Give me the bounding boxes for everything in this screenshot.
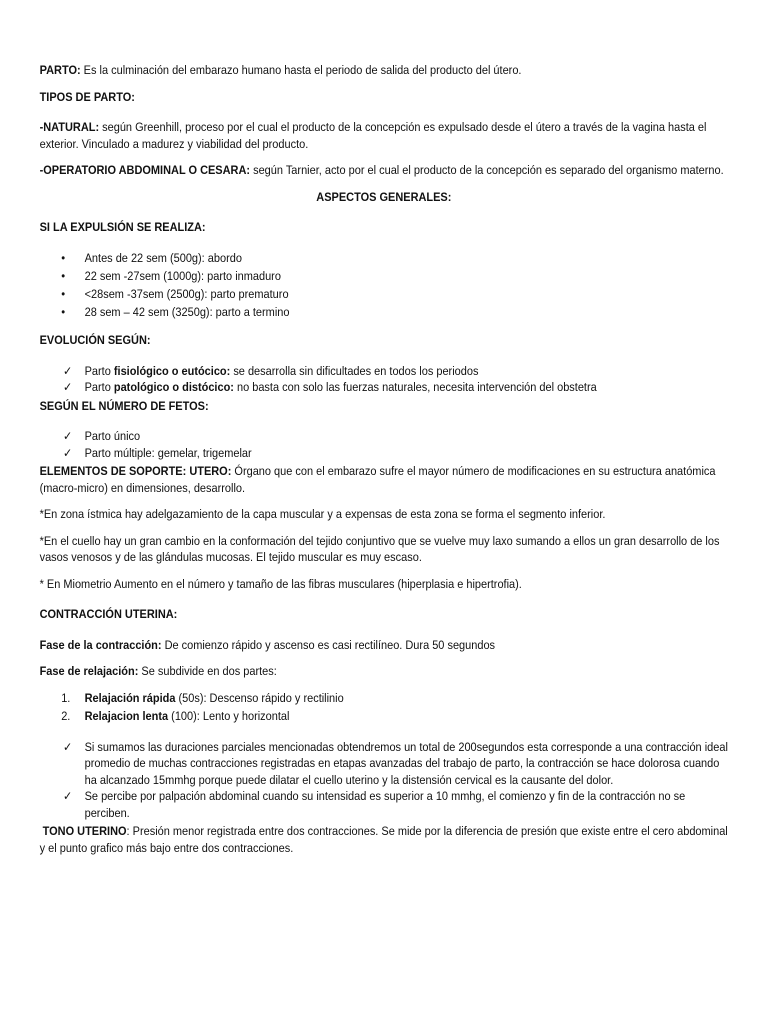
bullet-icon: •: [61, 250, 66, 265]
fetos-list: [40, 428, 729, 461]
checkmark-icon: ✓: [63, 363, 73, 378]
natural-text: según Greenhill, proceso por el cual el producto de la concepción es expulsado desde el útero a través de la vagina hasta el exterior. Vinculado a madurez y viabilidad del producto.: [39, 120, 707, 151]
tono-paragraph: [40, 823, 729, 856]
natural-definition: [40, 119, 729, 152]
parto-definition: [40, 62, 729, 79]
soporte-label: ELEMENTOS DE SOPORTE: UTERO:: [39, 464, 232, 478]
fase-contraccion-label: Fase de la contracción:: [39, 637, 162, 652]
note-cuello: *En el cuello hay un gran cambio en la conformación del tejido conjuntivo que se vuelve muy laxo sumando a ellos un gran desarrollo de los vasos venosos y de las glándulas mucosas. El tejido muscular es muy escaso.: [39, 533, 720, 564]
parto-label: PARTO:: [39, 63, 81, 77]
list-item-text: se desarrolla sin dificultades en todos los periodos: [230, 363, 479, 378]
checkmark-icon: ✓: [63, 429, 73, 443]
list-item: [40, 304, 729, 321]
checkmark-icon: ✓: [63, 380, 73, 394]
list-item: [40, 286, 729, 303]
checkmark-icon: ✓: [63, 739, 73, 754]
tono-label: TONO UTERINO: [42, 824, 127, 838]
list-item: [40, 445, 729, 462]
list-item: [40, 690, 729, 707]
fase-contraccion-text: De comienzo rápido y ascenso es casi rectilíneo. Dura 50 segundos: [161, 637, 496, 652]
note-miometrio: * En Miometrio Aumento en el número y tamaño de las fibras musculares (hiperplasia e hipertrofia).: [39, 576, 522, 591]
list-item: [40, 708, 729, 725]
list-item: [40, 363, 729, 380]
fase-relajacion-label: Fase de relajación:: [39, 664, 139, 678]
tipos-heading: TIPOS DE PARTO:: [39, 89, 135, 104]
suma-list: [40, 739, 729, 822]
list-item: [40, 428, 729, 445]
list-item-bold: Relajación rápida: [84, 690, 176, 705]
list-number: 1.: [61, 690, 71, 705]
list-item: [40, 788, 729, 821]
contraccion-heading: CONTRACCIÓN UTERINA:: [39, 607, 178, 621]
list-item-text: 22 sem -27sem (1000g): parto inmaduro: [84, 268, 281, 283]
list-item-text: Parto único: [84, 429, 141, 443]
list-item-text: <28sem -37sem (2500g): parto prematuro: [84, 286, 289, 301]
note-istmica: *En zona ístmica hay adelgazamiento de la capa muscular y a expensas de esta zona se forma el segmento inferior.: [39, 507, 606, 521]
bullet-icon: •: [61, 268, 66, 283]
list-item-text: Antes de 22 sem (500g): abordo: [84, 250, 242, 265]
list-item-text: Parto múltiple: gemelar, trigemelar: [84, 445, 252, 460]
soporte-paragraph: [40, 463, 729, 496]
evolucion-heading: EVOLUCIÓN SEGÚN:: [39, 333, 151, 347]
list-item-text: Parto: [84, 363, 114, 378]
list-item: [40, 739, 729, 789]
checkmark-icon: ✓: [63, 789, 73, 803]
list-item-bold: patológico o distócico:: [113, 380, 234, 394]
list-item: [40, 268, 729, 285]
bullet-icon: •: [61, 304, 66, 319]
fetos-heading: SEGÚN EL NÚMERO DE FETOS:: [39, 398, 209, 413]
relajacion-list: [40, 690, 729, 725]
list-item-text: 28 sem – 42 sem (3250g): parto a termino: [84, 304, 290, 319]
fase-relajacion-text: Se subdivide en dos partes:: [138, 664, 277, 678]
expulsion-list: [40, 250, 729, 321]
checkmark-icon: ✓: [63, 445, 73, 460]
operatorio-text: según Tarnier, acto por el cual el producto de la concepción es separado del organismo materno.: [250, 163, 724, 177]
natural-label: -NATURAL:: [39, 120, 100, 134]
expulsion-heading: SI LA EXPULSIÓN SE REALIZA:: [39, 220, 206, 234]
list-item: [40, 250, 729, 267]
fase-contraccion: [40, 637, 729, 654]
list-item-text: Si sumamos las duraciones parciales mencionadas obtendremos un total de 200segundos esta corresponde a una contracción ideal promedio de muchas contracciones registradas en etapas avanzadas del trabajo de parto, la contracción se hace dolorosa cuando ha alcanzado 15mmhg porque puede dilatar el cuello uterino y la distensión cervical es la causante del dolor.: [84, 739, 728, 787]
list-item-text: (50s): Descenso rápido y rectilinio: [175, 690, 344, 705]
bullet-icon: •: [61, 286, 66, 301]
list-item-text: no basta con solo las fuerzas naturales, necesita intervención del obstetra: [233, 380, 597, 394]
evolucion-list: [40, 363, 729, 396]
aspectos-heading: ASPECTOS GENERALES:: [316, 189, 452, 204]
list-item-bold: fisiológico o eutócico:: [113, 363, 231, 378]
list-item: [40, 379, 729, 396]
list-item-bold: Relajacion lenta: [84, 709, 169, 723]
fase-relajacion: [40, 663, 729, 680]
tono-text: : Presión menor registrada entre dos contracciones. Se mide por la diferencia de presión que existe entre el cero abdominal y el punto grafico más bajo entre dos contracciones.: [39, 824, 728, 855]
list-item-text: Se percibe por palpación abdominal cuando su intensidad es superior a 10 mmhg, el comienzo y fin de la contracción no se perciben.: [84, 789, 686, 820]
parto-text: Es la culminación del embarazo humano hasta el periodo de salida del producto del útero.: [80, 63, 522, 77]
list-item-text: Parto: [84, 380, 114, 394]
list-number: 2.: [61, 709, 71, 723]
list-item-text: (100): Lento y horizontal: [168, 709, 290, 723]
soporte-text: Órgano que con el embarazo sufre el mayor número de modificaciones en su estructura anatómica (macro-micro) en dimensiones, desarrollo.: [39, 464, 716, 495]
operatorio-definition: [40, 162, 729, 179]
operatorio-label: -OPERATORIO ABDOMINAL O CESARA:: [39, 163, 251, 177]
